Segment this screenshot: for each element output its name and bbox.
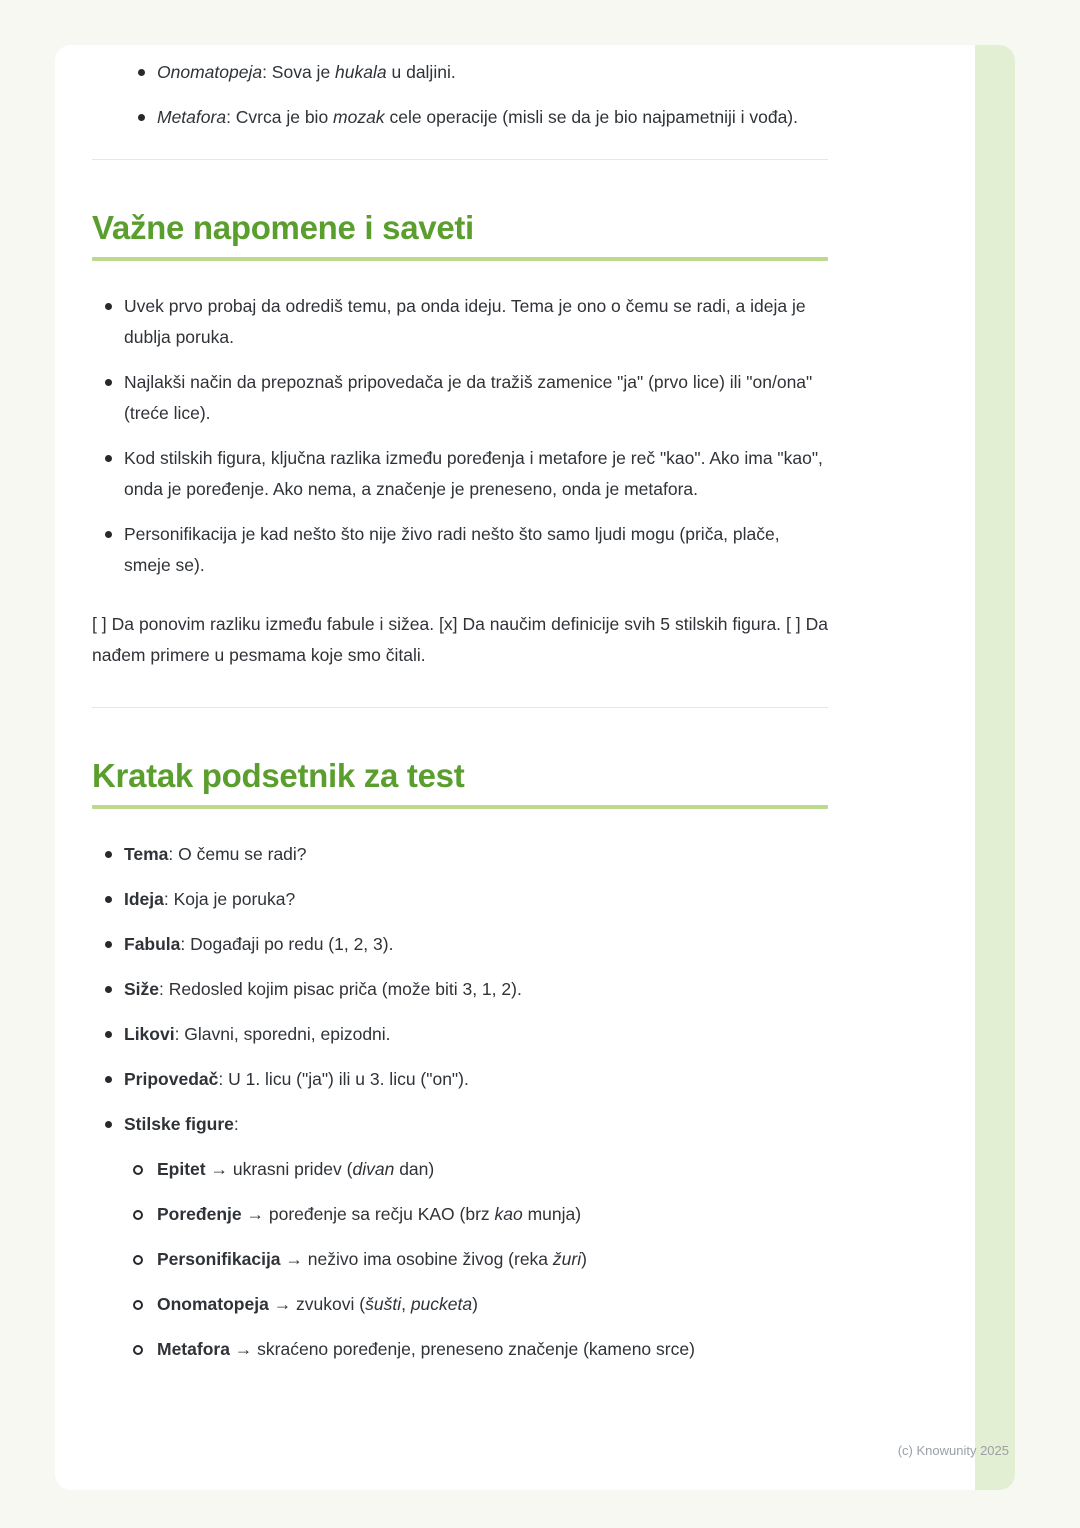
list-item (124, 1334, 828, 1365)
list-item (124, 1244, 828, 1275)
list-item-text: Onomatopeja: Sova je hukala u daljini. (157, 62, 456, 82)
list-item-text: Uvek prvo probaj da odrediš temu, pa onda ideju. Tema je ono o čemu se radi, a ideja je dublja poruka. (124, 296, 806, 347)
right-accent-stripe (975, 45, 1015, 1490)
list-item-text: Metafora → skraćeno poređenje, preneseno značenje (kameno srce) (157, 1339, 695, 1359)
list-item (92, 291, 828, 353)
heading-underline (92, 805, 828, 809)
list-item (92, 102, 828, 133)
list-item-text: Fabula: Događaji po redu (1, 2, 3). (124, 934, 394, 954)
document-content (55, 45, 828, 1365)
list-item-text: Kod stilskih figura, ključna razlika između poređenja i metafore je reč "kao". Ako ima "kao", onda je poređenje. Ako nema, a značenje je preneseno, onda je metafora. (124, 448, 823, 499)
list-item (124, 1289, 828, 1320)
list-item (92, 839, 828, 870)
list-item (92, 1019, 828, 1050)
list-item (92, 519, 828, 581)
stilske-figure-sublist (124, 1154, 828, 1365)
list-item (92, 57, 828, 88)
napomene-list (92, 291, 828, 581)
list-item (124, 1199, 828, 1230)
section-title-vazne-napomene: Važne napomene i saveti (92, 209, 474, 246)
list-item (92, 974, 828, 1005)
podsetnik-list (92, 839, 828, 1365)
list-item-text: Likovi: Glavni, sporedni, epizodni. (124, 1024, 391, 1044)
list-item-text: Najlakši način da prepoznaš pripovedača je da tražiš zamenice "ja" (prvo lice) ili "on/ona" (treće lice). (124, 372, 813, 423)
list-item-text: Onomatopeja → zvukovi (šušti, pucketa) (157, 1294, 478, 1314)
list-item-text: Pripovedač: U 1. licu ("ja") ili u 3. licu ("on"). (124, 1069, 469, 1089)
list-item-text: Epitet → ukrasni pridev (divan dan) (157, 1159, 435, 1179)
list-item (92, 1064, 828, 1095)
list-item-text: Metafora: Cvrca je bio mozak cele operacije (misli se da je bio najpametniji i vođa). (157, 107, 798, 127)
list-item-text: Poređenje → poređenje sa rečju KAO (brz kao munja) (157, 1204, 582, 1224)
list-item (92, 884, 828, 915)
copyright-footer: (c) Knowunity 2025 (897, 1443, 1009, 1458)
list-item-text: Tema: O čemu se radi? (124, 844, 307, 864)
list-item-text: Siže: Redosled kojim pisac priča (može biti 3, 1, 2). (124, 979, 522, 999)
list-item (92, 929, 828, 960)
list-item (92, 1109, 828, 1365)
list-item (92, 443, 828, 505)
list-item-text: Personifikacija je kad nešto što nije živo radi nešto što samo ljudi mogu (priča, plače, smeje se). (124, 524, 780, 575)
spacer (92, 671, 828, 707)
todo-checklist-paragraph: [ ] Da ponovim razliku između fabule i sižea. [x] Da naučim definicije svih 5 stilskih figura. [ ] Da nađem primere u pesmama koje smo čitali. (92, 614, 828, 665)
list-item (92, 367, 828, 429)
list-item-text: Personifikacija → neživo ima osobine živog (reka žuri) (157, 1249, 587, 1269)
document-page (55, 45, 1015, 1490)
list-item (124, 1154, 828, 1185)
divider (92, 707, 828, 708)
list-item-text: Ideja: Koja je poruka? (124, 889, 296, 909)
heading-underline (92, 257, 828, 261)
stilske-figure-examples-list (92, 57, 828, 133)
section-title-kratak-podsetnik: Kratak podsetnik za test (92, 757, 465, 794)
divider (92, 159, 828, 160)
list-item-text: Stilske figure: (124, 1114, 239, 1134)
